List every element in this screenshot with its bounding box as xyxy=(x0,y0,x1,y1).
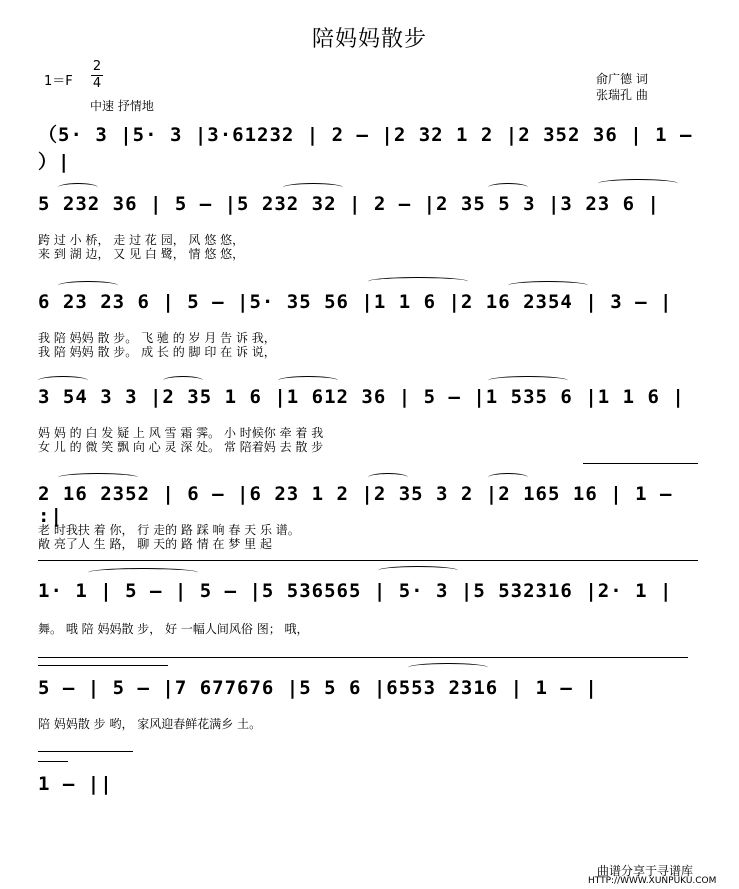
lyric-verse-1: 老 时我扶 着 你， 行 走的 路 踩 响 春 天 乐 谱。 xyxy=(38,523,300,537)
staff-row-1 xyxy=(38,120,698,173)
notes-line: 3 54 3 3 |2 35 1 6 |1 612 36 | 5 – |1 535 6 |1 1 6 | xyxy=(38,386,685,408)
notes-line: 1 – || xyxy=(38,773,113,795)
time-numerator: 2 xyxy=(92,59,102,74)
composer-credit: 张瑞孔 曲 xyxy=(596,88,648,102)
staff-row-4 xyxy=(38,386,698,454)
lyric-verse-1: 妈 妈 的 白 发 疑 上 风 雪 霜 霁。 小 时候你 牵 着 我 xyxy=(38,426,324,440)
notes-line: 6 23 23 6 | 5 – |5· 35 56 |1 1 6 |2 16 2354 | 3 – | xyxy=(38,291,673,313)
song-title: 陪妈妈散步 xyxy=(311,27,427,52)
tempo-marking: 中速 抒情地 xyxy=(90,99,154,113)
lyric-verse-2: 敞 亮了人 生 路， 聊 天的 路 情 在 梦 里 起 xyxy=(38,537,272,551)
footer-url[interactable]: HTTP://WWW.XUNPUKU.COM xyxy=(588,876,717,886)
notes-line: 1· 1 | 5 – | 5 – |5 536565 | 5· 3 |5 532316 |2· 1 | xyxy=(38,580,673,602)
time-signature xyxy=(90,60,104,91)
lyric-verse-1: 我 陪 妈妈 散 步。 飞 驰 的 岁 月 告 诉 我， xyxy=(38,331,276,345)
staff-row-2 xyxy=(38,193,698,261)
staff-row-8 xyxy=(38,773,698,823)
lyric-verse-2: 我 陪 妈妈 散 步。 成 长 的 脚 印 在 诉 说， xyxy=(38,345,276,359)
notes-line: 5 232 36 | 5 – |5 232 32 | 2 – |2 35 5 3 |3 23 6 | xyxy=(38,193,660,215)
lyric-verse-1: 舞。 哦 陪 妈妈散 步， 好 一幅人间风俗 图； 哦， xyxy=(38,622,309,636)
notes-line: 2 16 2352 | 6 – |6 23 1 2 |2 35 3 2 |2 165 16 | 1 – :| xyxy=(38,483,673,527)
footer-text: 曲谱分享于寻谱库 xyxy=(597,864,694,878)
notes-line: 5 – | 5 – |7 677676 |5 5 6 |6553 2316 | 1 – | xyxy=(38,677,598,699)
notes-line: （5· 3 |5· 3 |3·61232 | 2 – |2 32 1 2 |2 352 36 | 1 – ）| xyxy=(38,124,693,173)
lyricist-credit: 俞广德 词 xyxy=(596,72,648,86)
staff-row-7 xyxy=(38,677,698,731)
staff-row-6 xyxy=(38,580,698,636)
staff-row-5 xyxy=(38,483,698,551)
lyric-verse-1: 陪 妈妈散 步 哟， 家风迎春鲜花满乡 土。 xyxy=(38,717,262,731)
time-denominator: 4 xyxy=(92,76,102,91)
lyric-verse-2: 女 儿 的 微 笑 飘 向 心 灵 深 处。 常 陪着妈 去 散 步 xyxy=(38,440,324,454)
key-signature: 1＝F xyxy=(44,74,73,89)
lyric-verse-2: 来 到 湖 边， 又 见 白 鹭， 情 悠 悠， xyxy=(38,247,245,261)
lyric-verse-1: 跨 过 小 桥， 走 过 花 园， 风 悠 悠， xyxy=(38,233,245,247)
staff-row-3 xyxy=(38,291,698,359)
